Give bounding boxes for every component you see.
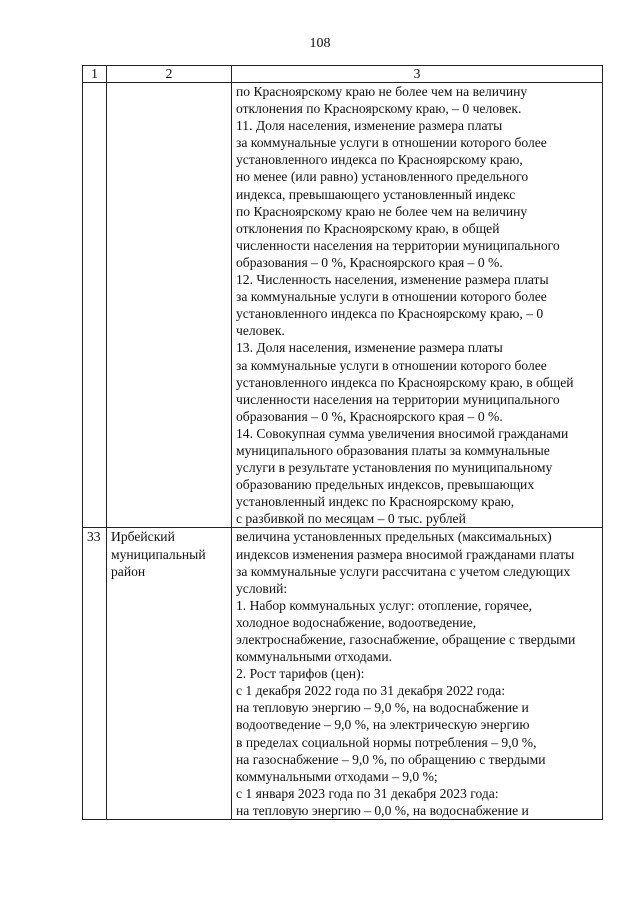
text-line: коммунальными отходами. — [236, 649, 393, 665]
text-line: образования – 0 %, Красноярского края – 0 %. — [236, 408, 503, 424]
text-line: условий: — [236, 580, 288, 596]
text-line: 2. Рост тарифов (цен): — [236, 666, 365, 682]
text-line: 1. Набор коммунальных услуг: отопление, горячее, — [236, 597, 533, 613]
text-line: величина установленных предельных (максимальных) — [236, 529, 552, 545]
table-header-cell: 3 — [232, 66, 603, 83]
text-line: с 1 декабря 2022 года по 31 декабря 2022 года: — [236, 683, 506, 699]
text-line: численности населения на территории муниципального — [236, 391, 560, 407]
text-line: по Красноярскому краю не более чем на величину — [236, 84, 528, 99]
table-row — [83, 528, 603, 820]
text-line: район — [111, 563, 146, 579]
text-line: 11. Доля населения, изменение размера платы — [236, 118, 503, 134]
text-line: за коммунальные услуги в отношении которого более — [236, 357, 547, 373]
table-header-cell: 1 — [83, 66, 107, 83]
text-line: но менее (или равно) установленного предельного — [236, 169, 529, 185]
table-header-row — [83, 66, 603, 83]
text-line: индексов изменения размера вносимой гражданами платы — [236, 546, 575, 562]
text-line: за коммунальные услуги в отношении которого более — [236, 289, 547, 305]
text-line: образования – 0 %, Красноярского края – 0 %. — [236, 254, 503, 270]
text-line: коммунальными отходами – 9,0 %; — [236, 768, 438, 784]
table-header-cell: 2 — [107, 66, 232, 83]
text-line: в пределах социальной нормы потребления – 9,0 %, — [236, 734, 537, 750]
text-line: установленный индекс по Красноярскому краю, — [236, 494, 515, 510]
text-line: отклонения по Красноярскому краю, в общей — [236, 220, 500, 236]
document-table — [82, 65, 603, 820]
text-line: численности населения на территории муниципального — [236, 237, 560, 253]
description-cell — [232, 83, 603, 528]
text-line: по Красноярскому краю не более чем на величину — [236, 203, 528, 219]
text-line: отклонения по Красноярскому краю, – 0 человек. — [236, 101, 522, 117]
text-line: человек. — [236, 323, 285, 339]
text-line: водоотведение – 9,0 %, на электрическую энергию — [236, 717, 530, 733]
text-line: индекса, превышающего установленный индекс — [236, 186, 516, 202]
row-number-cell: 33 — [83, 528, 107, 820]
text-line: Ирбейский — [111, 529, 175, 545]
text-line: установленного индекса по Красноярскому краю, — [236, 152, 523, 168]
text-line: установленного индекса по Красноярскому краю, – 0 — [236, 306, 544, 322]
text-line: муниципального образования платы за коммунальные — [236, 442, 550, 458]
text-line: электроснабжение, газоснабжение, обращение с твердыми — [236, 632, 576, 647]
municipality-name-cell — [107, 83, 232, 528]
text-line: 14. Совокупная сумма увеличения вносимой гражданами — [236, 425, 569, 441]
text-line: установленного индекса по Красноярскому краю, в общей — [236, 374, 574, 390]
text-line: 13. Доля населения, изменение размера платы — [236, 340, 503, 356]
text-line: за коммунальные услуги рассчитана с учетом следующих — [236, 563, 571, 579]
text-line: на тепловую энергию – 9,0 %, на водоснабжение и — [236, 700, 529, 716]
text-line: с разбивкой по месяцам – 0 тыс. рублей — [236, 511, 466, 527]
municipality-name-cell — [107, 528, 232, 820]
text-line: на газоснабжение – 9,0 %, по обращению с твердыми — [236, 751, 546, 767]
table-row — [83, 83, 603, 528]
text-line: холодное водоснабжение, водоотведение, — [236, 614, 477, 630]
text-line: услуги в результате установления по муниципальному — [236, 460, 553, 476]
description-cell — [232, 528, 603, 820]
text-line: 12. Численность населения, изменение размера платы — [236, 272, 549, 288]
text-line: на тепловую энергию – 0,0 %, на водоснабжение и — [236, 802, 529, 818]
row-number-cell — [83, 83, 107, 528]
text-line: образованию предельных индексов, превышающих — [236, 477, 535, 493]
page-number: 108 — [309, 36, 331, 51]
text-line: за коммунальные услуги в отношении которого более — [236, 135, 547, 151]
text-line: муниципальный — [111, 546, 206, 562]
text-line: с 1 января 2023 года по 31 декабря 2023 года: — [236, 785, 499, 801]
